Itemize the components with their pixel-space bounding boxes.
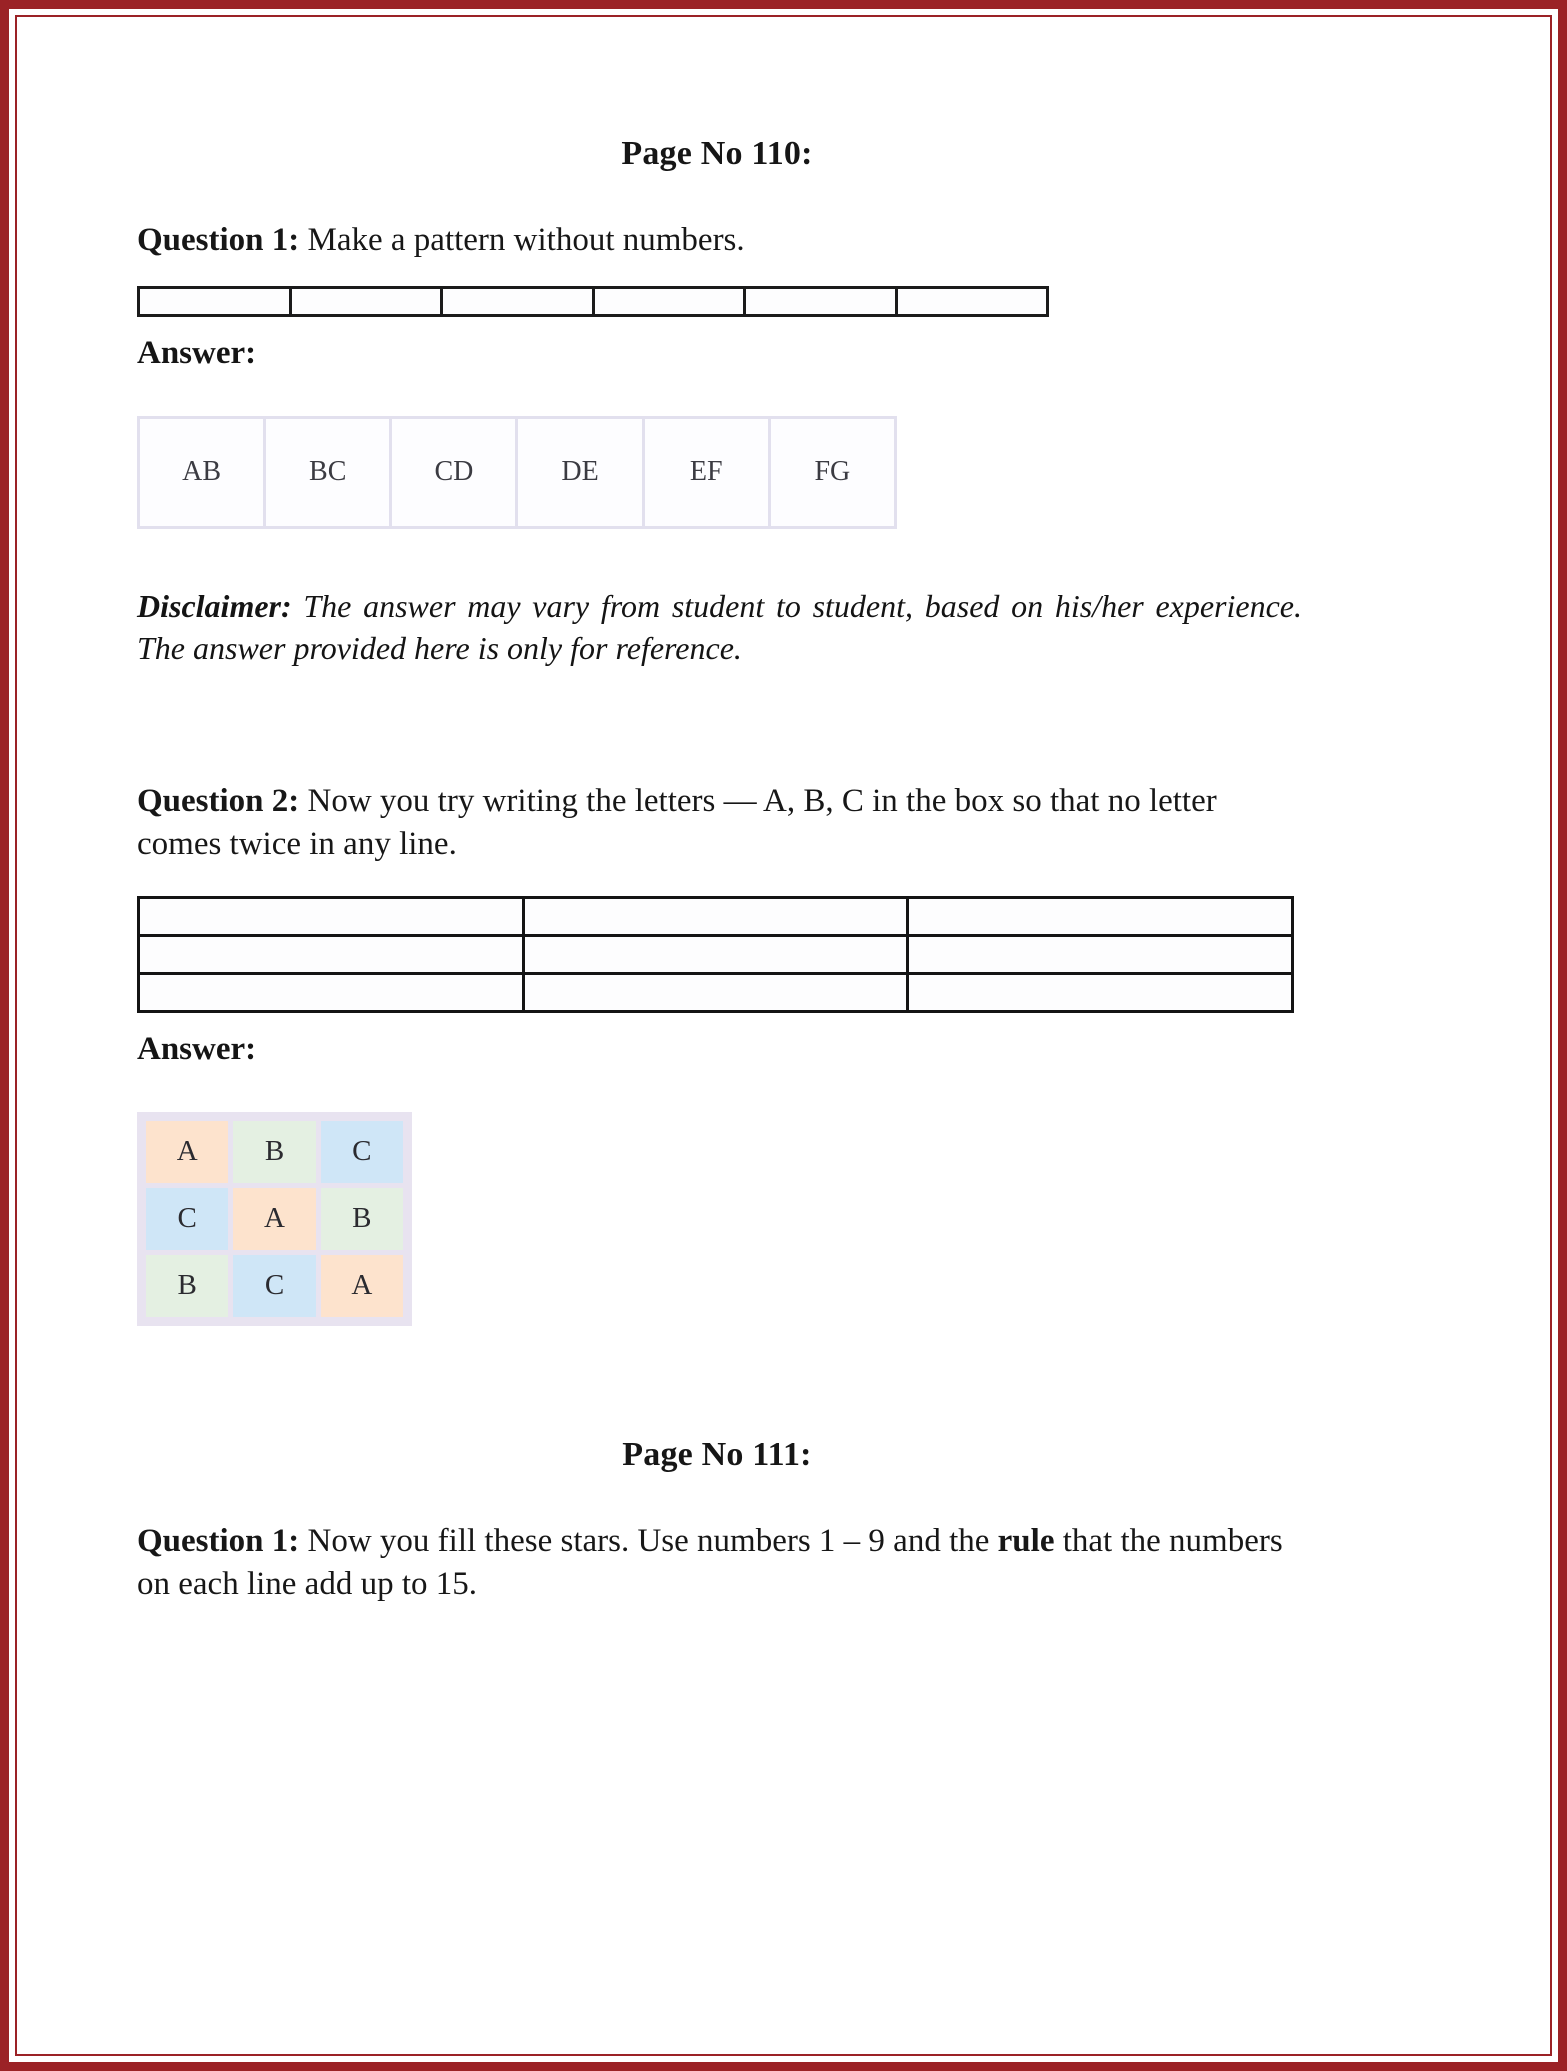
table-row [139,897,1293,935]
disclaimer-paragraph [137,585,1302,670]
answer-grid-cell: A [321,1255,403,1317]
question-1-page-111 [137,1520,1302,1606]
table-row [146,1188,403,1250]
document-content [137,135,1437,1606]
page-title-110: Page No 110: [621,135,813,172]
blank-grid-cell[interactable] [908,897,1293,935]
blank-letter-grid [137,896,1294,1013]
blank-grid-cell[interactable] [523,973,908,1011]
strip-cell-6[interactable] [896,287,1048,315]
strip-cell-2[interactable] [290,287,442,315]
answer-grid-cell: B [233,1121,315,1183]
blank-pattern-strip [137,286,1049,317]
answer-box-cell: FG [769,417,895,527]
blank-grid-cell[interactable] [139,973,524,1011]
question-1-text: Make a pattern without numbers. [299,222,745,258]
question-1-bold-word: rule [997,1522,1055,1559]
page-frame-inner-border [15,15,1552,2056]
answer-grid-cell: C [321,1121,403,1183]
table-row [139,973,1293,1011]
disclaimer-text: The answer may vary from student to student, based on his/her experience. The answer provided here is only for reference. [137,587,1302,667]
table-row [139,287,1048,315]
table-row [139,935,1293,973]
answer-grid-cell: B [146,1255,228,1317]
disclaimer-label: Disclaimer: [137,587,292,624]
question-1-text-after: that the numbers on each line add up to 15. [137,1522,1283,1602]
strip-cell-3[interactable] [442,287,594,315]
question-1-label-111: Question 1: [137,1522,300,1559]
letter-answer-grid [137,1112,412,1326]
question-1-label: Question 1: [137,222,300,258]
strip-cell-1[interactable] [139,287,291,315]
strip-cell-5[interactable] [745,287,897,315]
answer-label-q2-page110: Answer: [137,1030,257,1067]
answer-grid-cell: A [233,1188,315,1250]
blank-grid-cell[interactable] [139,935,524,973]
answer-box-cell: AB [139,417,265,527]
page-title-111: Page No 111: [622,1435,812,1473]
blank-grid-cell[interactable] [139,897,524,935]
question-2-label: Question 2: [137,782,300,819]
answer-grid-cell: C [146,1188,228,1250]
pattern-answer-boxes [137,416,897,529]
strip-cell-4[interactable] [593,287,745,315]
blank-grid-cell[interactable] [523,935,908,973]
answer-grid-cell: B [321,1188,403,1250]
blank-grid-cell[interactable] [523,897,908,935]
question-2-page-110 [137,780,1302,866]
table-row [146,1255,403,1317]
blank-grid-cell[interactable] [908,935,1293,973]
question-1-text-before: Now you fill these stars. Use numbers 1 – 9 and the [299,1522,998,1559]
table-row [146,1121,403,1183]
blank-grid-cell[interactable] [908,973,1293,1011]
answer-box-cell: EF [643,417,769,527]
answer-label-q1-page110: Answer: [137,334,257,371]
answer-grid-cell: A [146,1121,228,1183]
answer-box-cell: BC [265,417,391,527]
table-row [139,417,896,527]
answer-box-cell: DE [517,417,643,527]
question-2-text: Now you try writing the letters — A, B, C in the box so that no letter comes twice in any line. [137,782,1217,862]
answer-box-cell: CD [391,417,517,527]
question-1-page-110 [137,219,1302,262]
answer-grid-cell: C [233,1255,315,1317]
